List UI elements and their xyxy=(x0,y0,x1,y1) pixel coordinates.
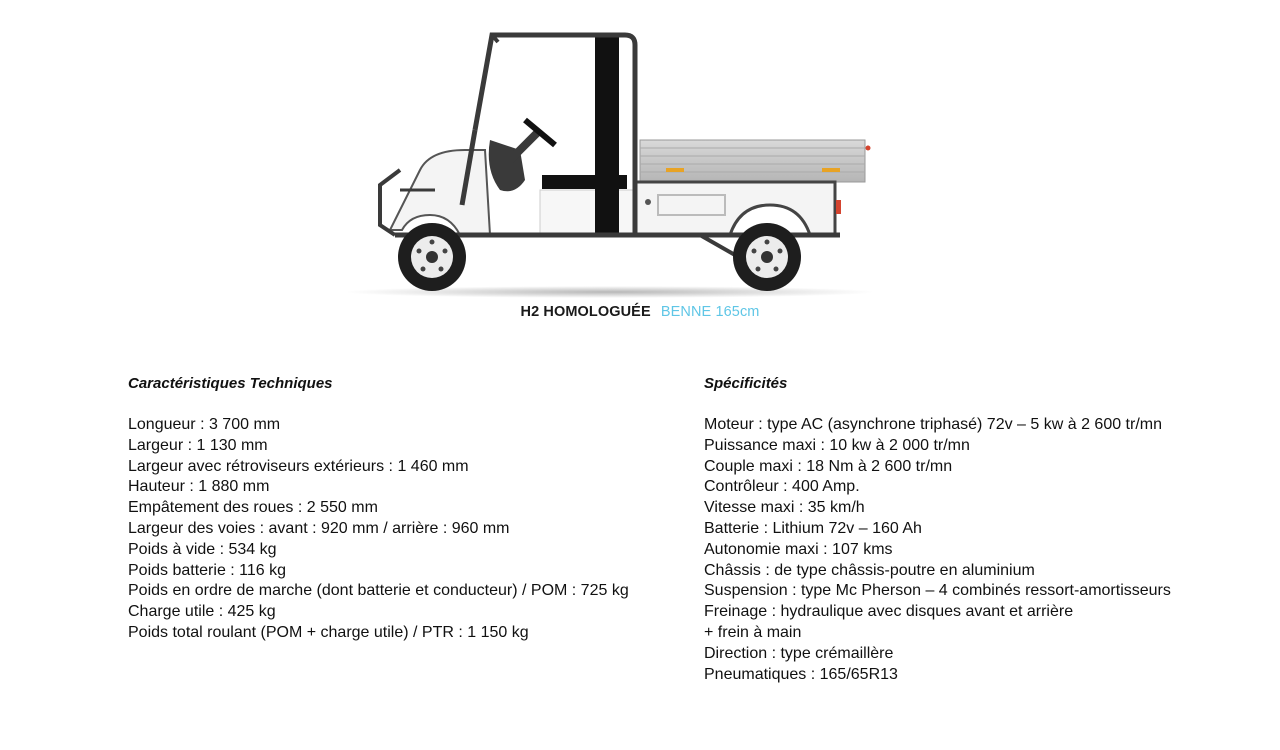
spec-line: Poids batterie : 116 kg xyxy=(128,561,287,579)
vehicle-caption xyxy=(0,304,1280,320)
feature-line: Pneumatiques : 165/65R13 xyxy=(704,665,898,683)
feature-line: Vitesse maxi : 35 km/h xyxy=(704,499,865,517)
feature-line: Batterie : Lithium 72v – 160 Ah xyxy=(704,519,922,537)
feature-line: Contrôleur : 400 Amp. xyxy=(704,478,860,496)
spec-line: Largeur : 1 130 mm xyxy=(128,436,268,454)
spec-line: Longueur : 3 700 mm xyxy=(128,416,281,433)
spec-line: Charge utile : 425 kg xyxy=(128,603,276,621)
feature-line: Couple maxi : 18 Nm à 2 600 tr/mn xyxy=(704,457,953,475)
feature-line: Autonomie maxi : 107 kms xyxy=(704,540,893,558)
spec-line: Empâtement des roues : 2 550 mm xyxy=(128,499,378,517)
spec-line: Hauteur : 1 880 mm xyxy=(128,478,270,496)
spec-line: Poids en ordre de marche (dont batterie et conducteur) / POM : 725 kg xyxy=(128,582,629,600)
feature-line: Direction : type crémaillère xyxy=(704,644,894,662)
feature-line: Châssis : de type châssis-poutre en aluminium xyxy=(704,561,1035,579)
spec-line: Largeur avec rétroviseurs extérieurs : 1 460 mm xyxy=(128,457,469,475)
feature-line: + frein à main xyxy=(704,623,802,641)
technical-specs xyxy=(128,375,688,644)
spec-line: Largeur des voies : avant : 920 mm / arrière : 960 mm xyxy=(128,519,510,537)
feature-line: Moteur : type AC (asynchrone triphasé) 72v – 5 kw à 2 600 tr/mn xyxy=(704,416,1162,433)
model-name: H2 HOMOLOGUÉE xyxy=(520,304,651,320)
spec-line: Poids à vide : 534 kg xyxy=(128,540,277,558)
model-variant: BENNE 165cm xyxy=(660,304,760,320)
feature-line: Freinage : hydraulique avec disques avant et arrière xyxy=(704,603,1074,621)
vehicle-image xyxy=(340,20,880,305)
feature-line: Suspension : type Mc Pherson – 4 combinés ressort-amortisseurs xyxy=(704,582,1171,600)
spec-line: Poids total roulant (POM + charge utile) / PTR : 1 150 kg xyxy=(128,623,529,641)
technical-specs-title: Caractéristiques Techniques xyxy=(128,375,333,392)
feature-specs xyxy=(704,375,1264,685)
feature-specs-title: Spécificités xyxy=(704,375,788,392)
feature-line: Puissance maxi : 10 kw à 2 000 tr/mn xyxy=(704,436,970,454)
